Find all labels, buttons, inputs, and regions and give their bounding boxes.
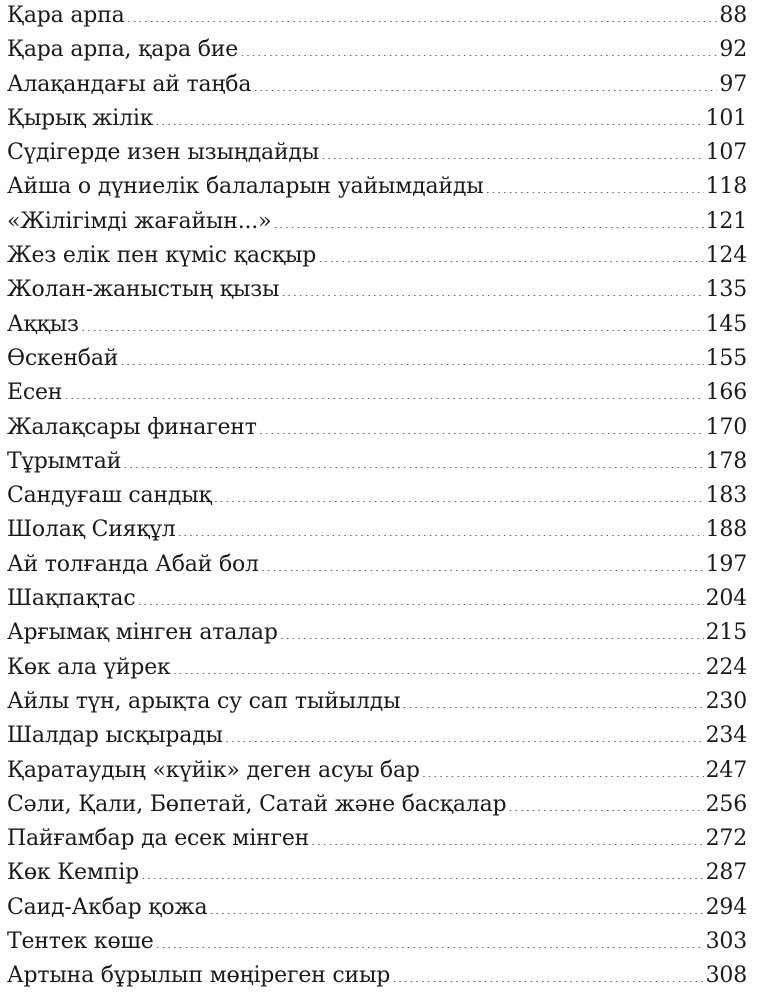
dot-leader xyxy=(402,707,703,708)
dot-leader xyxy=(259,433,704,434)
toc-entry-title: Шалдар ысқырады xyxy=(7,723,223,749)
toc-entry xyxy=(7,822,747,856)
dot-leader xyxy=(392,981,703,982)
toc-entry-page: 166 xyxy=(705,380,747,406)
dot-leader xyxy=(311,844,703,845)
toc-entry xyxy=(7,788,747,822)
toc-entry xyxy=(7,33,747,67)
toc-entry-title: Қырық жілік xyxy=(7,105,154,131)
toc-entry-title: Сәли, Қали, Бөпетай, Сатай және басқалар xyxy=(7,791,507,817)
toc-entry-page: 256 xyxy=(705,791,747,817)
toc-entry xyxy=(7,719,747,753)
toc-entry-page: 183 xyxy=(705,483,747,509)
toc-entry-title: Алақандағы ай таңба xyxy=(7,71,252,97)
toc-entry-page: 272 xyxy=(705,826,747,852)
toc-entry-title: Есен xyxy=(7,380,63,406)
dot-leader xyxy=(127,21,718,22)
toc-entry-page: 97 xyxy=(719,71,747,97)
toc-entry-title: Қара арпа, қара бие xyxy=(7,37,239,63)
toc-entry-title: Өскенбай xyxy=(7,345,119,371)
toc-entry-page: 188 xyxy=(705,517,747,543)
toc-entry-page: 294 xyxy=(705,894,747,920)
toc-entry-title: Айлы түн, арықта су сап тыйылды xyxy=(7,688,401,714)
dot-leader xyxy=(261,570,704,571)
dot-leader xyxy=(156,947,704,948)
toc-entry-title: Саид-Акбар қожа xyxy=(7,894,208,920)
toc-entry-title: Тентек көше xyxy=(7,929,154,955)
toc-entry xyxy=(7,205,747,239)
toc-entry-title: Шолақ Сияқұл xyxy=(7,517,176,543)
toc-entry-title: Айша о дүниелік балаларын уайымдайды xyxy=(7,174,484,200)
toc-entry xyxy=(7,479,747,513)
toc-entry-title: Көк ала үйрек xyxy=(7,654,171,680)
toc-entry-page: 303 xyxy=(705,929,747,955)
toc-entry xyxy=(7,102,747,136)
toc-entry xyxy=(7,891,747,925)
dot-leader xyxy=(123,467,703,468)
toc-entry xyxy=(7,445,747,479)
toc-entry-title: Жез елік пен күміс қасқыр xyxy=(7,243,317,269)
toc-entry xyxy=(7,411,747,445)
dot-leader xyxy=(240,55,717,56)
toc-entry xyxy=(7,308,747,342)
toc-entry-page: 88 xyxy=(719,3,747,28)
toc-entry xyxy=(7,136,747,170)
toc-entry xyxy=(7,273,747,307)
toc-entry xyxy=(7,754,747,788)
toc-entry-page: 224 xyxy=(705,654,747,680)
toc-entry xyxy=(7,925,747,959)
dot-leader xyxy=(120,364,703,365)
dot-leader xyxy=(141,878,704,879)
dot-leader xyxy=(225,741,704,742)
dot-leader xyxy=(81,330,704,331)
toc-entry-page: 170 xyxy=(705,414,747,440)
toc-entry-page: 230 xyxy=(705,688,747,714)
dot-leader xyxy=(137,604,703,605)
toc-entry-page: 215 xyxy=(705,620,747,646)
toc-entry-title: Сандуғаш сандық xyxy=(7,483,212,509)
toc-entry-page: 118 xyxy=(705,174,747,200)
toc-entry-title: Пайғамбар да есек мінген xyxy=(7,826,310,852)
dot-leader xyxy=(321,158,704,159)
toc-entry xyxy=(7,170,747,204)
toc-entry xyxy=(7,376,747,410)
toc-entry-title: Көк Кемпір xyxy=(7,860,139,886)
toc-entry-page: 121 xyxy=(705,208,747,234)
dot-leader xyxy=(173,673,704,674)
toc-entry-title: «Жілігімді жағайын...» xyxy=(7,208,272,234)
toc-entry-title: Қаратаудың «күйік» деген асуы бар xyxy=(7,757,420,783)
dot-leader xyxy=(253,90,717,91)
toc-entry-title: Шақпақтас xyxy=(7,586,136,612)
dot-leader xyxy=(281,295,703,296)
toc-entry-page: 197 xyxy=(705,551,747,577)
dot-leader xyxy=(273,227,703,228)
toc-entry-page: 145 xyxy=(705,311,747,337)
toc-entry-title: Артына бұрылып мөңіреген сиыр xyxy=(7,963,391,989)
toc-entry xyxy=(7,513,747,547)
toc-entry-page: 124 xyxy=(705,243,747,269)
toc-entry-title: Арғымақ мінген аталар xyxy=(7,620,278,646)
toc-entry-page: 155 xyxy=(705,345,747,371)
toc-entry xyxy=(7,616,747,650)
dot-leader xyxy=(486,192,704,193)
dot-leader xyxy=(209,913,703,914)
dot-leader xyxy=(422,776,704,777)
toc-entry-page: 178 xyxy=(705,448,747,474)
table-of-contents xyxy=(7,0,747,994)
toc-entry-title: Қара арпа xyxy=(7,3,125,28)
toc-entry-page: 135 xyxy=(705,277,747,303)
toc-entry xyxy=(7,239,747,273)
dot-leader xyxy=(318,261,703,262)
dot-leader xyxy=(155,124,703,125)
toc-entry-page: 101 xyxy=(705,105,747,131)
toc-entry-page: 92 xyxy=(719,37,747,63)
toc-entry-page: 204 xyxy=(705,586,747,612)
toc-entry xyxy=(7,685,747,719)
toc-entry xyxy=(7,548,747,582)
toc-entry xyxy=(7,651,747,685)
toc-entry xyxy=(7,68,747,102)
toc-entry-page: 107 xyxy=(705,140,747,166)
toc-entry-title: Жалақсары финагент xyxy=(7,414,257,440)
toc-entry-title: Аққыз xyxy=(7,311,79,337)
toc-entry-title: Ай толғанда Абай бол xyxy=(7,551,259,577)
dot-leader xyxy=(280,638,704,639)
toc-entry xyxy=(7,0,747,33)
toc-entry-title: Тұрымтай xyxy=(7,448,122,474)
dot-leader xyxy=(214,501,704,502)
toc-entry-title: Сүдігерде изен ызыңдайды xyxy=(7,140,320,166)
toc-entry-page: 247 xyxy=(705,757,747,783)
toc-entry xyxy=(7,856,747,890)
toc-entry-page: 287 xyxy=(705,860,747,886)
toc-entry xyxy=(7,959,747,993)
dot-leader xyxy=(508,810,703,811)
dot-leader xyxy=(64,398,703,399)
toc-entry-title: Жолан-жаныстың қызы xyxy=(7,277,280,303)
toc-entry xyxy=(7,582,747,616)
dot-leader xyxy=(177,535,703,536)
toc-entry-page: 308 xyxy=(705,963,747,989)
toc-entry xyxy=(7,342,747,376)
toc-entry-page: 234 xyxy=(705,723,747,749)
